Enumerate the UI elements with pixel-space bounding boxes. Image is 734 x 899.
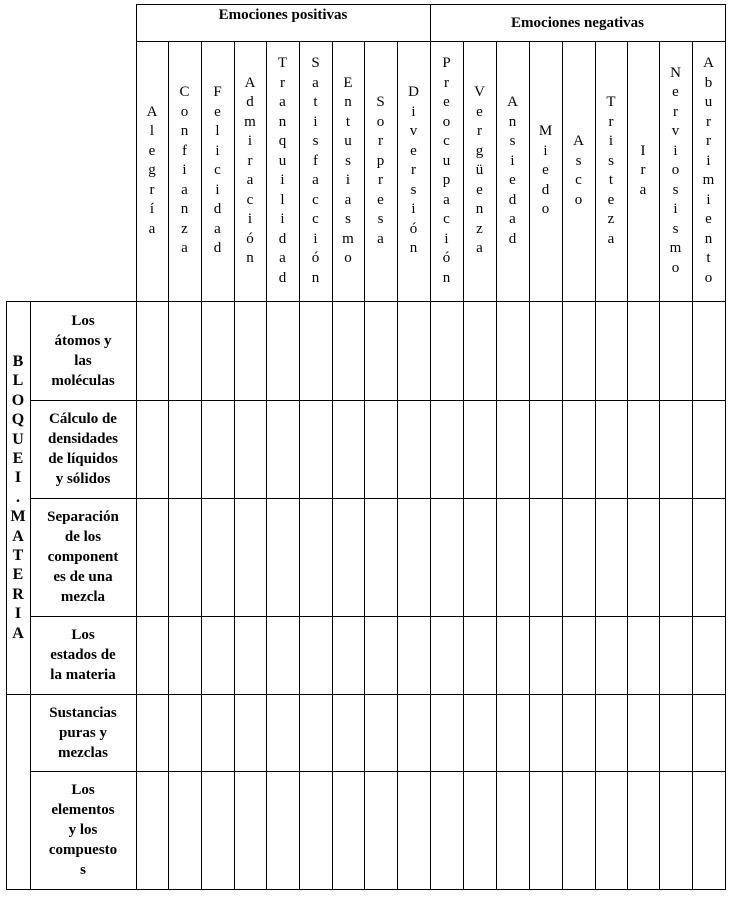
emotion-header-tristeza: T r i s t e z a [606,94,616,247]
emotion-header-sorpresa: S o r p r e s a [376,94,385,247]
block-label: B L O Q U E I . M A T E R I A [10,352,26,642]
emotion-header-admiración: A d m i r a c i ó n [244,74,256,266]
emotion-header-miedo: M i e d o [538,123,553,218]
topic-label: Los estados de la materia [50,627,116,683]
topic-label: Sustancias puras y mezclas [49,704,117,761]
topic-label: Los elementos y los compuesto s [48,782,118,878]
emotion-header-preocupación: P r e o c u p a c i ó n [442,55,451,286]
emotion-header-ira: I r a [639,142,647,198]
topic-label: Cálculo de densidades de líquidos y sólidos [47,411,119,487]
negative-emotions-header: Emociones negativas [511,14,644,31]
emotion-header-asco: A s c o [573,133,584,208]
emotion-header-confianza: C o n f i a n z a [179,84,190,257]
emotion-header-vergüenza: V e r g ü e n z a [474,84,485,257]
emotion-header-aburrimiento: A b u r r i m i e n t o [702,55,715,286]
emotion-header-satisfacción: S a t i s f a c c i ó n [311,55,320,286]
positive-emotions-header: Emociones positivas [218,6,348,23]
emotion-header-entusiasmo: E n t u s i a s m o [342,74,354,266]
emotion-header-felicidad: F e l i c i d a d [213,84,222,257]
emotion-header-diversión: D i v e r s i ó n [408,84,419,257]
emotion-header-tranquilidad: T r a n q u i l i d a d [277,55,288,286]
emotion-header-alegría: A l e g r í a [146,103,158,237]
emotion-header-nerviosismo: N e r v i o s i s m o [669,64,682,276]
topic-label: Los átomos y las moléculas [51,312,115,389]
topic-label: Separación de los component es de una mezcla [47,509,119,605]
emotion-header-ansiedad: A n s i e d a d [507,94,518,247]
